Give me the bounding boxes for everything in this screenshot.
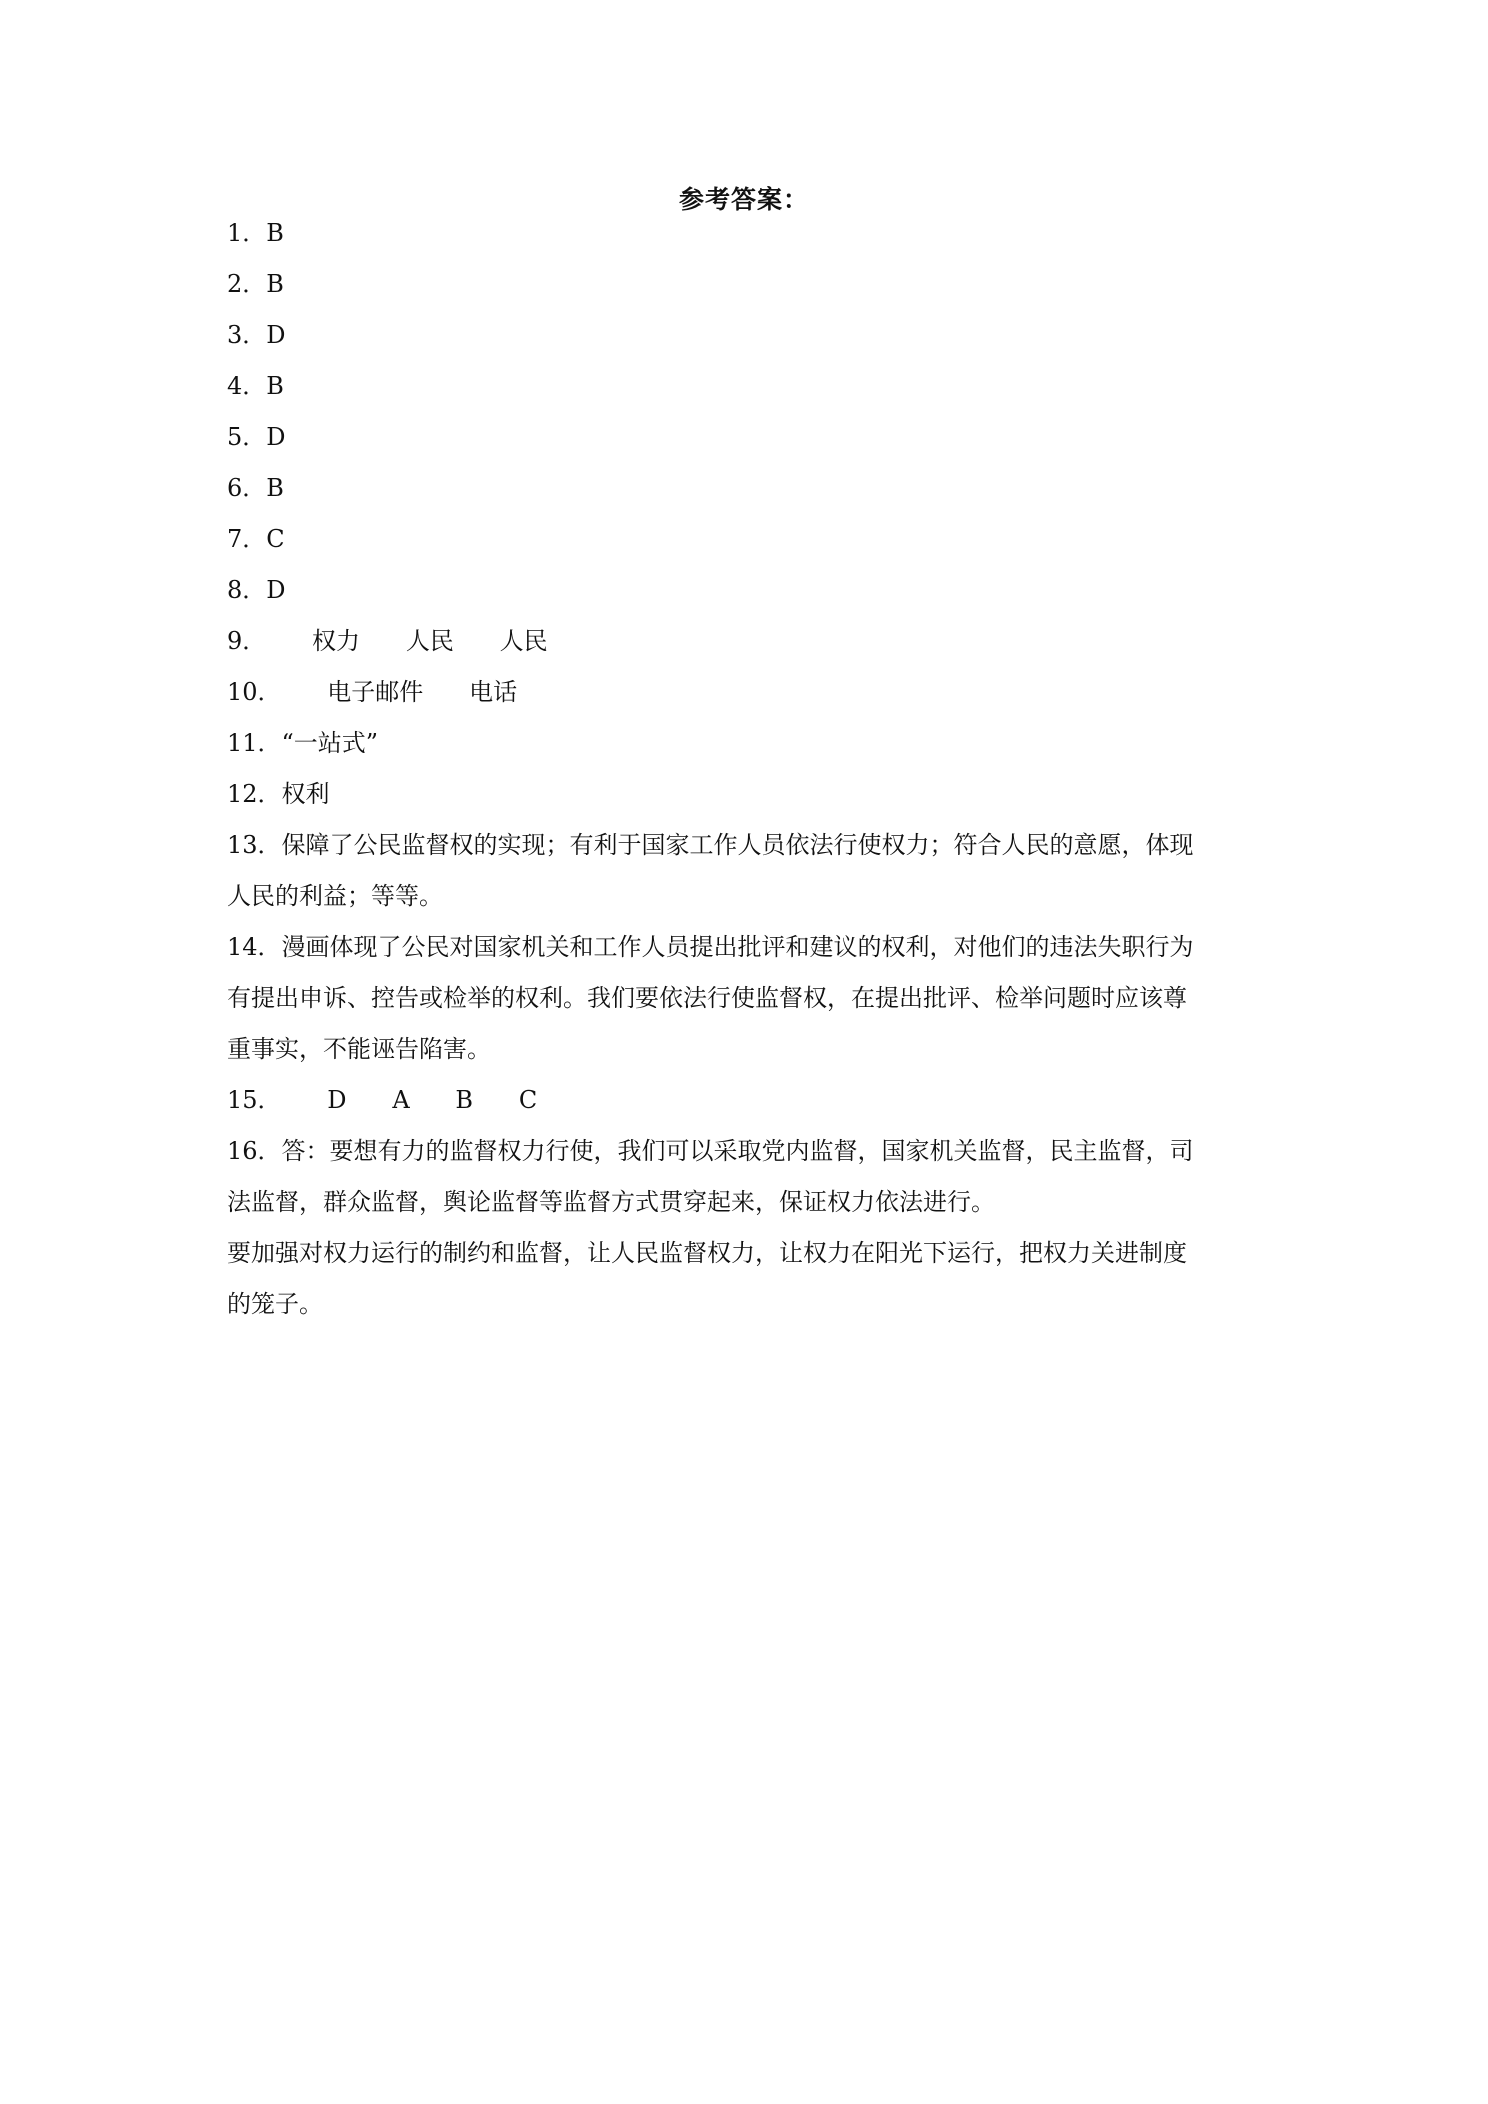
answer-16-line-4: 的笼子。 bbox=[227, 1290, 323, 1318]
answer-16-line-1: 16．答：要想有力的监督权力行使，我们可以采取党内监督，国家机关监督，民主监督，司 bbox=[227, 1137, 1194, 1165]
answer-5: 5．D bbox=[227, 423, 286, 451]
answer-11: 11．“一站式” bbox=[227, 729, 379, 757]
answer-6: 6．B bbox=[227, 474, 284, 502]
answer-13-line-2: 人民的利益；等等。 bbox=[227, 882, 443, 910]
answer-4: 4．B bbox=[227, 372, 284, 400]
answer-10: 10． 电子邮件 电话 bbox=[227, 678, 518, 706]
answer-13-line-1: 13．保障了公民监督权的实现；有利于国家工作人员依法行使权力；符合人民的意愿，体现 bbox=[227, 831, 1194, 859]
answer-12: 12．权利 bbox=[227, 780, 330, 808]
answer-14-line-1: 14．漫画体现了公民对国家机关和工作人员提出批评和建议的权利，对他们的违法失职行为 bbox=[227, 933, 1194, 961]
answer-3: 3．D bbox=[227, 321, 286, 349]
answer-16-line-3: 要加强对权力运行的制约和监督，让人民监督权力，让权力在阳光下运行，把权力关进制度 bbox=[227, 1239, 1187, 1267]
answer-8: 8．D bbox=[227, 576, 286, 604]
answer-16-line-2: 法监督，群众监督，舆论监督等监督方式贯穿起来，保证权力依法进行。 bbox=[227, 1188, 995, 1216]
answer-2: 2．B bbox=[227, 270, 284, 298]
answer-14-line-2: 有提出申诉、控告或检举的权利。我们要依法行使监督权，在提出批评、检举问题时应该尊 bbox=[227, 984, 1187, 1012]
answer-1: 1．B bbox=[227, 219, 284, 247]
answer-15: 15． D A B C bbox=[227, 1086, 538, 1114]
answer-14-line-3: 重事实，不能诬告陷害。 bbox=[227, 1035, 491, 1063]
page-title: 参考答案： bbox=[678, 185, 809, 214]
answer-9: 9． 权力 人民 人民 bbox=[227, 627, 548, 655]
answer-7: 7．C bbox=[227, 525, 285, 553]
